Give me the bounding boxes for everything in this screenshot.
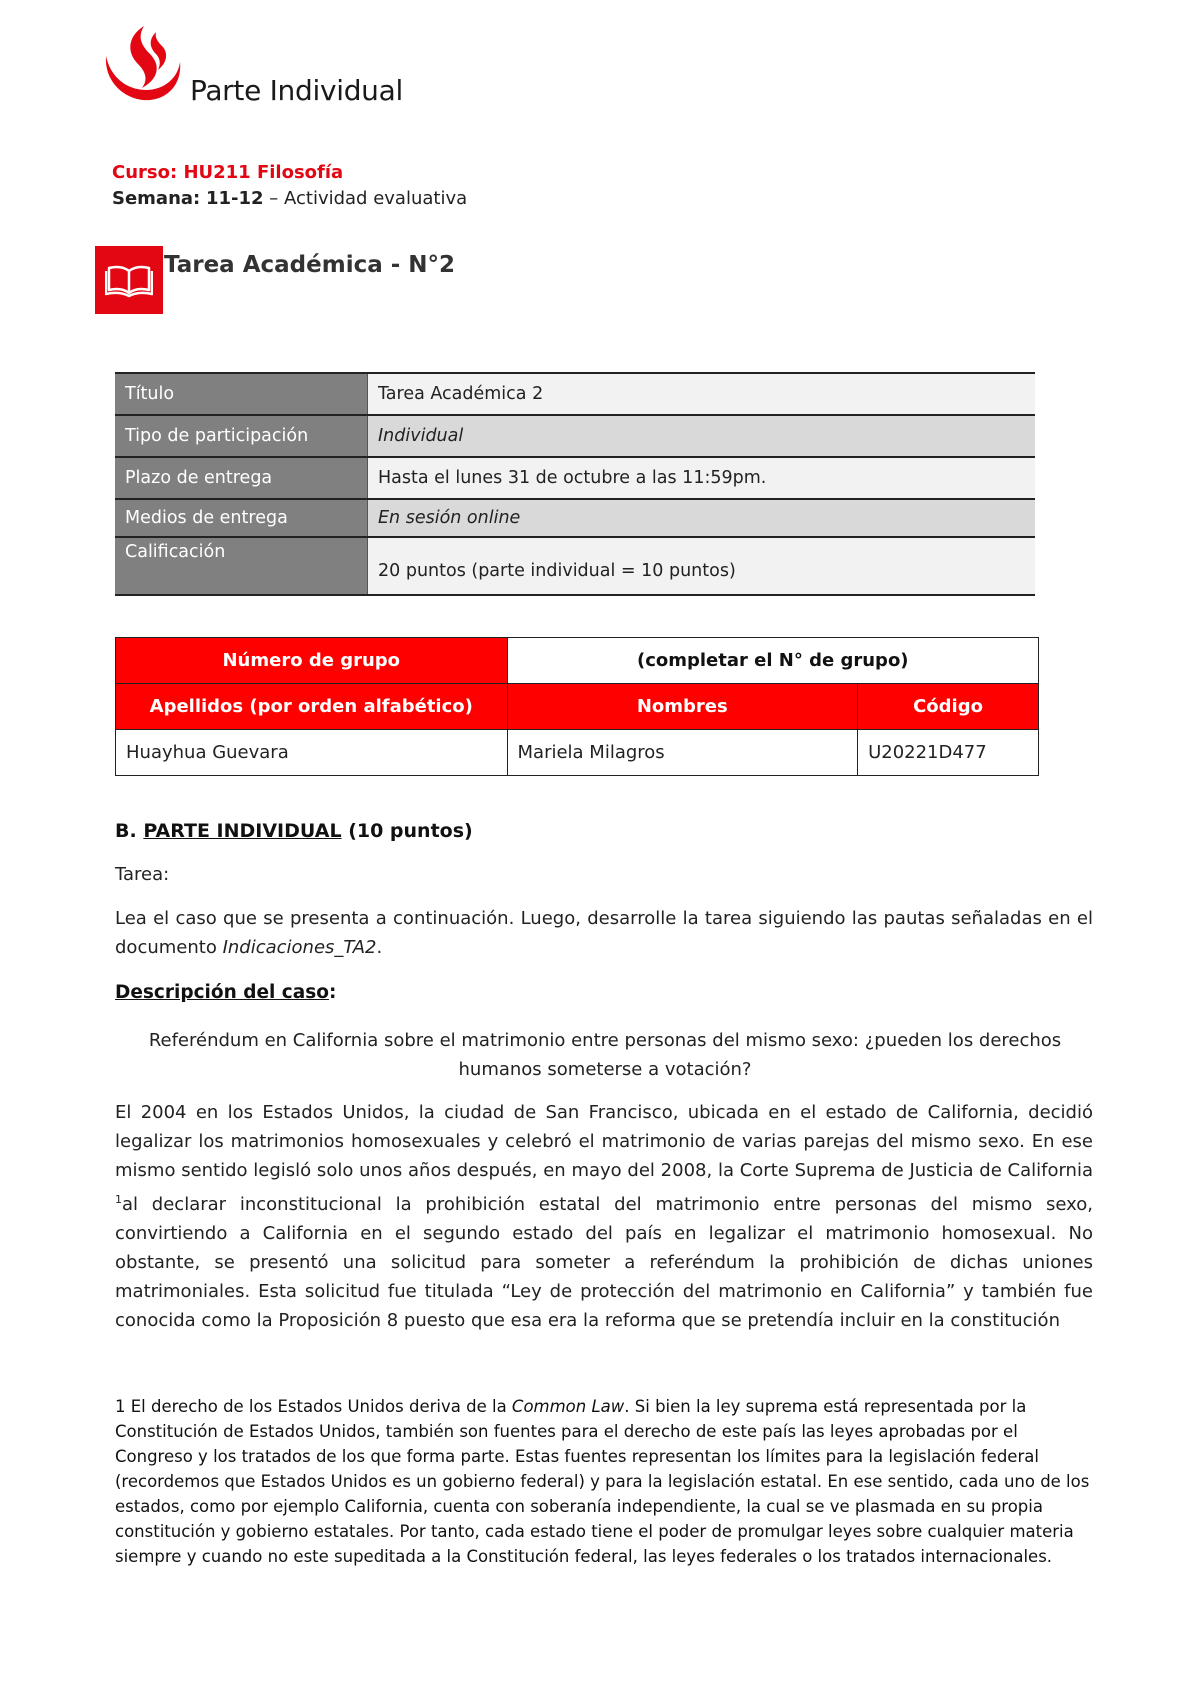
section-b-prefix: B. bbox=[115, 820, 137, 842]
section-b-heading bbox=[115, 820, 473, 842]
info-row-title bbox=[115, 373, 1035, 415]
tarea-label: Tarea: bbox=[115, 864, 170, 885]
cell-code: U20221D477 bbox=[858, 730, 1039, 776]
info-value: En sesión online bbox=[368, 499, 1036, 537]
info-row-deadline bbox=[115, 457, 1035, 499]
activity-label: Actividad evaluativa bbox=[284, 188, 468, 209]
footnote-italic: Common Law bbox=[511, 1397, 625, 1416]
book-icon-box bbox=[95, 246, 163, 314]
assignment-info-table bbox=[115, 372, 1035, 596]
case-question: Referéndum en California sobre el matrimonio entre personas del mismo sexo: ¿pueden los derechos humanos someterse a votación? bbox=[148, 1030, 1062, 1080]
section-b-title: PARTE INDIVIDUAL bbox=[143, 820, 342, 842]
footnote-text-b: . Si bien la ley suprema está representada por la Constitución de Estados Unidos, también son fuentes para el derecho de este país las leyes aprobadas por el Congreso y los tratados de los que forma parte. Estas fuentes representan los límites para la legislación federal (recordemos que Estados Unidos es un gobierno federal) y para la legislación estatal. En ese sentido, cada uno de los estados, como por ejemplo California, cuenta con soberanía independiente, la cual se ve plasmada en su propia constitución y gobierno estatales. Por tanto, cada estado tiene el poder de promulgar leyes sobre cualquier materia siempre y cuando no este supeditada a la Constitución federal, las leyes federales o los tratados internacionales. bbox=[115, 1397, 1090, 1566]
case-heading bbox=[115, 982, 336, 1003]
case-paragraph-b: al declarar inconstitucional la prohibición estatal del matrimonio entre personas del mismo sexo, convirtiendo a California en el segundo estado del país en legalizar el matrimonio homosexual. No obstante, se presentó una solicitud para someter a referéndum la prohibición de dichas uniones matrimoniales. Esta solicitud fue titulada “Ley de protección del matrimonio en California” y también fue conocida como la Proposición 8 puesto que esa era la reforma que se pretendía incluir en la constitución bbox=[115, 1194, 1093, 1331]
header-title: Parte Individual bbox=[190, 74, 403, 107]
course-label: Curso: HU211 Filosofía bbox=[112, 162, 344, 183]
header-code: Código bbox=[858, 684, 1039, 730]
info-row-participation bbox=[115, 415, 1035, 457]
task-title: Tarea Académica - N°2 bbox=[164, 252, 456, 278]
info-row-delivery bbox=[115, 499, 1035, 537]
footnote-ref[interactable]: 1 bbox=[115, 1193, 122, 1206]
instructions-text: Lea el caso que se presenta a continuación. Luego, desarrolle la tarea siguiendo las pautas señaladas en el documento bbox=[115, 908, 1093, 958]
header-names: Nombres bbox=[507, 684, 858, 730]
footnote-number: 1 bbox=[115, 1397, 126, 1416]
book-icon bbox=[105, 262, 153, 298]
info-key: Plazo de entrega bbox=[115, 457, 368, 499]
section-b-points: (10 puntos) bbox=[348, 820, 473, 842]
instructions-doc: Indicaciones_TA2 bbox=[222, 937, 377, 958]
cell-surnames: Huayhua Guevara bbox=[116, 730, 508, 776]
table-row bbox=[116, 730, 1039, 776]
footnote-text-a: El derecho de los Estados Unidos deriva de la bbox=[125, 1397, 512, 1416]
header-surnames: Apellidos (por orden alfabético) bbox=[116, 684, 508, 730]
group-number-row bbox=[116, 638, 1039, 684]
case-paragraph bbox=[115, 1098, 1093, 1335]
info-key: Título bbox=[115, 373, 368, 415]
info-key: Tipo de participación bbox=[115, 415, 368, 457]
group-number-value: (completar el N° de grupo) bbox=[507, 638, 1038, 684]
group-number-label: Número de grupo bbox=[116, 638, 508, 684]
case-heading-text: Descripción del caso bbox=[115, 982, 329, 1003]
group-table bbox=[115, 637, 1039, 776]
week-value: 11-12 bbox=[205, 188, 264, 209]
info-row-grade bbox=[115, 537, 1035, 595]
info-value: Individual bbox=[368, 415, 1036, 457]
info-key: Calificación bbox=[115, 537, 368, 595]
instructions-paragraph bbox=[115, 904, 1093, 962]
week-line bbox=[112, 188, 467, 209]
case-paragraph-a: El 2004 en los Estados Unidos, la ciudad de San Francisco, ubicada en el estado de California, decidió legalizar los matrimonios homosexuales y celebró el matrimonio de varias parejas del mismo sexo. En ese mismo sentido legisló solo unos años después, en mayo del 2008, la Corte Suprema de Justicia de California bbox=[115, 1102, 1093, 1181]
footnote bbox=[115, 1394, 1095, 1569]
info-value: Tarea Académica 2 bbox=[368, 373, 1036, 415]
week-label: Semana: bbox=[112, 188, 201, 209]
group-header-row bbox=[116, 684, 1039, 730]
instructions-end: . bbox=[376, 937, 383, 958]
cell-names: Mariela Milagros bbox=[507, 730, 858, 776]
case-heading-colon: : bbox=[328, 982, 337, 1003]
upc-logo bbox=[98, 22, 184, 104]
info-value: 20 puntos (parte individual = 10 puntos) bbox=[368, 537, 1036, 595]
info-key: Medios de entrega bbox=[115, 499, 368, 537]
week-separator: – bbox=[263, 188, 284, 209]
info-value: Hasta el lunes 31 de octubre a las 11:59pm. bbox=[368, 457, 1036, 499]
